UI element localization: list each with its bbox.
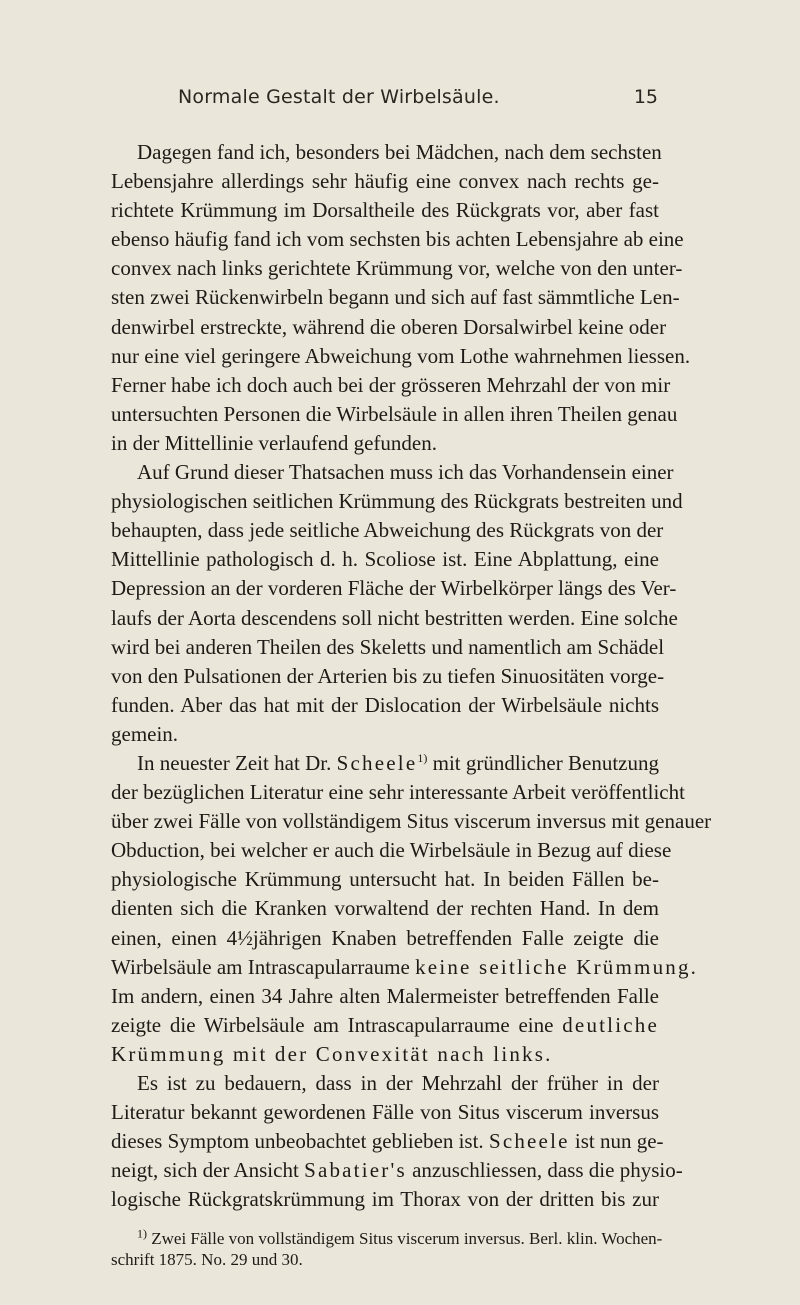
running-title: Normale Gestalt der Wirbelsäule. bbox=[178, 86, 500, 108]
text-line bbox=[111, 749, 659, 778]
footnote-ref: 1) bbox=[417, 750, 428, 765]
text-span: In neuester Zeit hat Dr. bbox=[137, 750, 332, 775]
text-span: anzuschliessen, dass die physio- bbox=[406, 1158, 683, 1183]
emphasis-text: deutliche bbox=[562, 1012, 659, 1037]
text-line: Obduction, bei welcher er auch die Wirbelsäule in Bezug auf diese bbox=[111, 838, 672, 863]
footnote-marker: 1) bbox=[137, 1226, 147, 1241]
text-line: behaupten, dass jede seitliche Abweichung des Rückgrats von der bbox=[111, 518, 664, 543]
text-line: funden. Aber das hat mit der Dislocation der Wirbelsäule nichts bbox=[111, 692, 659, 717]
text-line: Im andern, einen 34 Jahre alten Malermeister betreffenden Falle bbox=[111, 983, 659, 1008]
text-span: Wirbelsäule am Intrascapularraume bbox=[111, 954, 416, 979]
page-number: 15 bbox=[633, 86, 658, 108]
text-line: in der Mittellinie verlaufend gefunden. bbox=[111, 430, 437, 455]
text-span: ist nun ge- bbox=[569, 1129, 664, 1154]
text-line: Depression an der vorderen Fläche der Wirbelkörper längs des Ver- bbox=[111, 576, 677, 601]
text-line: physiologischen seitlichen Krümmung des Rückgrats bestreiten und bbox=[111, 489, 683, 514]
text-span: mit gründlicher Benutzung bbox=[427, 750, 659, 775]
author-name: Sabatier's bbox=[304, 1158, 407, 1183]
page-header bbox=[0, 86, 800, 116]
text-line: einen, einen 4½jährigen Knaben betreffenden Falle zeigte die bbox=[111, 925, 659, 950]
text-line: Dagegen fand ich, besonders bei Mädchen, nach dem sechsten bbox=[137, 140, 662, 164]
text-span: dieses Symptom unbeobachtet geblieben ist. bbox=[111, 1129, 489, 1154]
text-line: Ferner habe ich doch auch bei der grösseren Mehrzahl der von mir bbox=[111, 372, 671, 397]
text-line: Literatur bekannt gewordenen Fälle von Situs viscerum inversus bbox=[111, 1100, 659, 1125]
text-line bbox=[111, 1127, 664, 1156]
text-line: richtete Krümmung im Dorsaltheile des Rückgrats vor, aber fast bbox=[111, 198, 659, 223]
text-line: sten zwei Rückenwirbeln begann und sich auf fast sämmtliche Len- bbox=[111, 285, 680, 310]
emphasis-text: Krümmung mit der Convexität nach links. bbox=[111, 1041, 553, 1066]
text-line: Lebensjahre allerdings sehr häufig eine convex nach rechts ge- bbox=[111, 169, 659, 194]
text-line: denwirbel erstreckte, während die oberen Dorsalwirbel keine oder bbox=[111, 314, 667, 339]
text-line: nur eine viel geringere Abweichung vom Lothe wahrnehmen liessen. bbox=[111, 343, 691, 368]
text-line: über zwei Fälle von vollständigem Situs viscerum inversus mit genauer bbox=[111, 809, 712, 834]
text-line bbox=[111, 1011, 659, 1040]
text-line bbox=[111, 1156, 683, 1185]
footnote bbox=[111, 1226, 663, 1270]
text-line: von den Pulsationen der Arterien bis zu tiefen Sinuositäten vorge- bbox=[111, 663, 665, 688]
footnote-line bbox=[111, 1226, 663, 1249]
text-line: ebenso häufig fand ich vom sechsten bis achten Lebensjahre ab eine bbox=[111, 227, 684, 252]
text-span: zeigte die Wirbelsäule am Intrascapularraume eine bbox=[111, 1012, 563, 1037]
text-line: Auf Grund dieser Thatsachen muss ich das Vorhandensein einer bbox=[137, 460, 674, 485]
text-line: physiologische Krümmung untersucht hat. In beiden Fällen be- bbox=[111, 867, 659, 892]
text-line bbox=[111, 953, 699, 982]
text-line: wird bei anderen Theilen des Skeletts und namentlich am Schädel bbox=[111, 634, 665, 659]
text-line: der bezüglichen Literatur eine sehr interessante Arbeit veröffentlicht bbox=[111, 780, 685, 805]
text-line: Es ist zu bedauern, dass in der Mehrzahl der früher in der bbox=[137, 1071, 659, 1095]
text-line: Mittellinie pathologisch d. h. Scoliose ist. Eine Abplattung, eine bbox=[111, 547, 659, 572]
text-line: logische Rückgratskrümmung im Thorax von der dritten bis zur bbox=[111, 1187, 659, 1212]
text-span: Zwei Fälle von vollständigem Situs viscerum inversus. Berl. klin. Wochen- bbox=[147, 1229, 663, 1248]
text-span: neigt, sich der Ansicht bbox=[111, 1158, 305, 1183]
author-name: Scheele bbox=[336, 750, 418, 775]
text-line: convex nach links gerichtete Krümmung vor, welche von den unter- bbox=[111, 256, 683, 281]
author-name: Scheele bbox=[488, 1129, 570, 1154]
emphasis-text: keine seitliche Krümmung. bbox=[415, 954, 699, 979]
text-line: untersuchten Personen die Wirbelsäule in allen ihren Theilen genau bbox=[111, 401, 678, 426]
text-line: dienten sich die Kranken vorwaltend der rechten Hand. In dem bbox=[111, 896, 659, 921]
main-text bbox=[111, 138, 712, 1214]
text-line: laufs der Aorta descendens soll nicht bestritten werden. Eine solche bbox=[111, 605, 678, 630]
text-line: gemein. bbox=[111, 721, 179, 746]
footnote-line: schrift 1875. No. 29 und 30. bbox=[111, 1250, 303, 1269]
